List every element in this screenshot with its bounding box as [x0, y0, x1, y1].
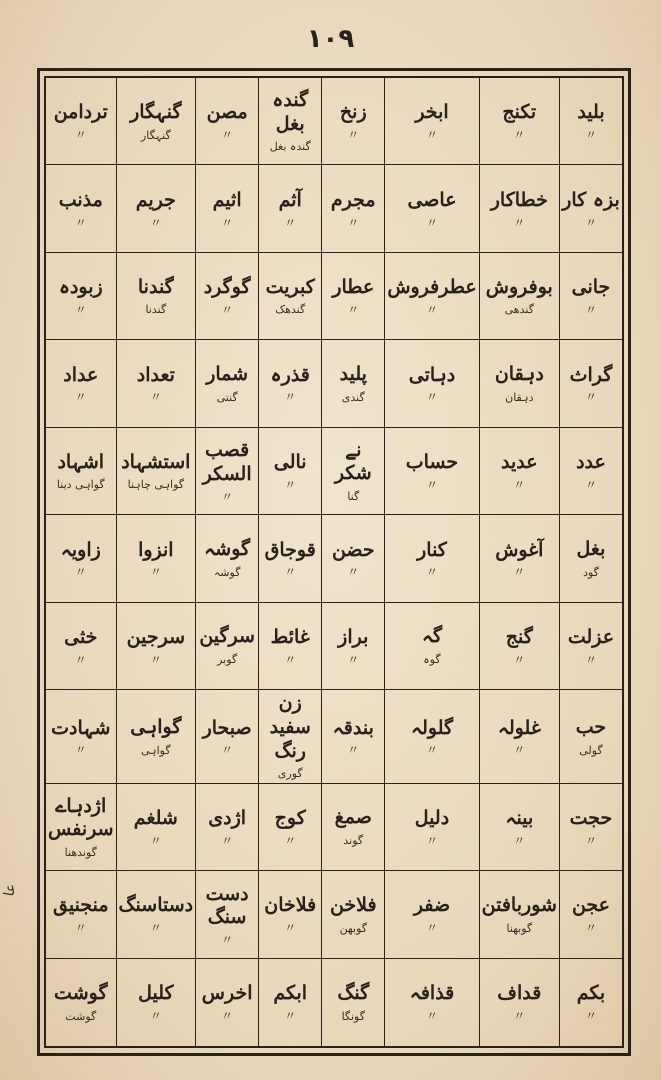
table-cell — [258, 78, 321, 165]
entry-word: کلیل — [138, 982, 174, 1005]
entry-gloss: دہقان — [505, 390, 534, 404]
entry-gloss: گوبھنا — [506, 921, 533, 935]
ditto-mark: 〃 — [284, 833, 297, 848]
table-cell — [384, 959, 478, 1046]
ditto-mark: 〃 — [221, 215, 234, 230]
entry-word: گنگ — [337, 981, 370, 1004]
ditto-mark: 〃 — [513, 565, 526, 580]
entry-word: زبودہ — [58, 276, 103, 299]
entry-word: گندہ بغل — [272, 88, 309, 135]
table-cell — [195, 784, 258, 871]
ditto-mark: 〃 — [425, 303, 438, 317]
ditto-mark: 〃 — [221, 128, 234, 143]
ditto-mark: 〃 — [513, 1009, 526, 1024]
entry-word: بینہ — [505, 806, 534, 829]
ditto-mark: 〃 — [425, 215, 438, 230]
entry-word: نالی — [273, 451, 307, 474]
table-cell — [384, 784, 478, 871]
table-cell — [321, 959, 384, 1046]
table-cell — [258, 959, 321, 1046]
table-cell — [559, 784, 622, 871]
table-cell — [559, 253, 622, 340]
entry-word: آغوش — [495, 538, 544, 561]
entry-gloss: گوند — [343, 834, 364, 848]
entry-gloss: گونگا — [341, 1009, 365, 1023]
entry-word: ابخر — [415, 101, 449, 124]
table-cell — [479, 959, 559, 1046]
entry-word: گوگرد — [203, 276, 251, 299]
table-cell — [559, 959, 622, 1046]
entry-word: شلغم — [133, 806, 178, 829]
entry-word: اخرس — [201, 982, 253, 1005]
entry-word: بکم — [576, 982, 606, 1005]
entry-word: سرجین — [126, 626, 185, 649]
ditto-mark: 〃 — [584, 921, 597, 936]
ditto-mark: 〃 — [74, 743, 87, 758]
ditto-mark: 〃 — [284, 652, 297, 667]
table-cell — [116, 959, 196, 1046]
ditto-mark: 〃 — [284, 565, 297, 580]
ditto-mark: 〃 — [584, 652, 597, 667]
table-cell — [195, 253, 258, 340]
entry-word: استشہاد — [121, 450, 191, 473]
entry-word: حساب — [405, 451, 459, 474]
entry-gloss: گوشہ — [213, 565, 241, 579]
table-cell — [479, 428, 559, 515]
entry-word: شوربافتن — [481, 893, 557, 916]
entry-word: صمغ — [334, 806, 372, 829]
page-number: ١٠٩ — [306, 24, 355, 54]
table-cell — [258, 871, 321, 958]
entry-word: بزہ کار — [562, 188, 620, 211]
entry-gloss: گندنا — [145, 303, 167, 317]
entry-word: عداد — [63, 363, 99, 386]
ditto-mark: 〃 — [513, 477, 526, 492]
table-cell — [46, 340, 116, 427]
ditto-mark: 〃 — [347, 565, 360, 580]
entry-word: قداف — [497, 982, 542, 1005]
table-cell — [384, 340, 478, 427]
ditto-mark: 〃 — [221, 1009, 234, 1024]
entry-word: کبریت — [265, 275, 315, 298]
entry-word: عطرفروش — [387, 276, 477, 299]
ditto-mark: 〃 — [221, 303, 234, 317]
ditto-mark: 〃 — [425, 743, 438, 758]
entry-gloss: گواہی — [141, 743, 171, 757]
table-cell — [321, 165, 384, 252]
entry-word: عدد — [576, 451, 606, 474]
entry-word: کنار — [417, 538, 447, 561]
ditto-mark: 〃 — [425, 565, 438, 580]
table-cell — [258, 253, 321, 340]
entry-word: دلیل — [414, 806, 450, 829]
entry-word: گوشت — [54, 981, 108, 1004]
table-cell — [46, 784, 116, 871]
entry-gloss: گوہ — [423, 653, 441, 667]
entry-word: فلاخان — [264, 894, 317, 917]
entry-word: زن سفید رنگ — [269, 692, 311, 762]
entry-word: قصب السکر — [202, 439, 252, 486]
table-cell — [258, 340, 321, 427]
ditto-mark: 〃 — [584, 833, 597, 848]
table-cell — [116, 603, 196, 690]
table-cell — [195, 690, 258, 783]
table-cell — [321, 784, 384, 871]
ditto-mark: 〃 — [74, 652, 87, 667]
entry-word: بلید — [577, 101, 605, 124]
entry-word: حضن — [331, 538, 375, 561]
entry-word: تکنج — [502, 101, 537, 124]
table-cell — [384, 428, 478, 515]
entry-word: براز — [338, 626, 369, 649]
table-cell — [479, 690, 559, 783]
entry-word: عجن — [571, 894, 611, 917]
entry-word: بغل — [576, 538, 606, 561]
table-cell — [116, 428, 196, 515]
entry-gloss: گندی — [341, 390, 365, 404]
table-cell — [384, 515, 478, 602]
entry-gloss: گوشت — [65, 1009, 97, 1023]
entry-word: ضفر — [413, 894, 451, 917]
ditto-mark: 〃 — [347, 652, 360, 667]
table-cell — [559, 515, 622, 602]
ditto-mark: 〃 — [513, 652, 526, 667]
entry-word: قذرہ — [270, 363, 310, 386]
table-cell — [479, 871, 559, 958]
entry-word: جانی — [571, 276, 611, 299]
ditto-mark: 〃 — [513, 215, 526, 230]
entry-word: سرگین — [199, 625, 255, 648]
ditto-mark: 〃 — [221, 743, 234, 758]
ditto-mark: 〃 — [347, 303, 360, 317]
table-cell — [384, 165, 478, 252]
table-cell — [321, 603, 384, 690]
entry-word: اژدہاے سرنفس — [48, 794, 114, 841]
ditto-mark: 〃 — [74, 565, 87, 580]
entry-gloss: گنا — [347, 490, 360, 504]
ditto-mark: 〃 — [513, 743, 526, 758]
entry-word: گراث — [569, 363, 613, 386]
ditto-mark: 〃 — [149, 565, 162, 580]
table-cell — [384, 78, 478, 165]
entry-gloss: گوری — [277, 767, 303, 781]
table-cell — [46, 603, 116, 690]
entry-word: دست سنگ — [205, 882, 249, 929]
entry-word: تردامن — [53, 101, 108, 124]
entry-word: گوشہ — [204, 538, 251, 561]
table-cell — [479, 165, 559, 252]
table-cell — [321, 253, 384, 340]
vocabulary-grid — [46, 78, 622, 1046]
ditto-mark: 〃 — [584, 303, 597, 317]
table-cell — [116, 871, 196, 958]
entry-word: اثیم — [212, 188, 242, 211]
entry-word: گہ — [421, 625, 443, 648]
table-cell — [559, 871, 622, 958]
ditto-mark: 〃 — [513, 128, 526, 143]
entry-word: مصن — [206, 101, 248, 124]
entry-word: قوجاق — [264, 538, 316, 561]
ditto-mark: 〃 — [221, 933, 234, 948]
entry-word: اشہاد — [57, 450, 105, 473]
entry-gloss: گوندھنا — [64, 846, 97, 859]
entry-word: ابکم — [273, 982, 308, 1005]
entry-word: کوج — [274, 806, 306, 829]
table-cell — [195, 78, 258, 165]
entry-gloss: گواہی دینا — [56, 478, 105, 492]
table-cell — [321, 515, 384, 602]
table-cell — [479, 78, 559, 165]
entry-word: گنہگار — [130, 100, 182, 123]
table-cell — [321, 340, 384, 427]
entry-word: دستاسنگ — [118, 894, 194, 917]
ditto-mark: 〃 — [284, 921, 297, 936]
ditto-mark: 〃 — [149, 921, 162, 936]
ditto-mark: 〃 — [74, 128, 87, 143]
entry-word: زاویہ — [60, 538, 101, 561]
table-cell — [321, 428, 384, 515]
ditto-mark: 〃 — [149, 215, 162, 230]
entry-word: دہقان — [494, 363, 544, 386]
entry-word: انزوا — [138, 538, 174, 561]
table-cell — [479, 340, 559, 427]
entry-gloss: گندہ بغل — [269, 140, 311, 154]
table-cell — [46, 428, 116, 515]
entry-word: آثم — [278, 188, 302, 211]
table-cell — [116, 515, 196, 602]
table-cell — [195, 871, 258, 958]
ditto-mark: 〃 — [221, 833, 234, 848]
entry-word: اژدی — [208, 806, 247, 829]
table-cell — [258, 165, 321, 252]
entry-gloss: گود — [583, 565, 599, 579]
table-cell — [479, 784, 559, 871]
table-cell — [116, 253, 196, 340]
entry-word: حب — [575, 715, 607, 738]
entry-word: جریم — [135, 188, 176, 211]
ditto-mark: 〃 — [347, 743, 360, 758]
table-cell — [116, 78, 196, 165]
entry-word: نے شکر — [334, 438, 372, 485]
entry-gloss: گندھی — [504, 303, 534, 317]
ditto-mark: 〃 — [284, 477, 297, 492]
entry-word: پلید — [339, 363, 367, 386]
table-cell — [195, 428, 258, 515]
margin-note: عا — [1, 882, 20, 898]
ditto-mark: 〃 — [584, 215, 597, 230]
ditto-mark: 〃 — [74, 303, 87, 317]
entry-word: شہادت — [51, 716, 111, 739]
entry-word: حجت — [569, 806, 613, 829]
table-cell — [116, 340, 196, 427]
table-cell — [559, 165, 622, 252]
table-cell — [479, 253, 559, 340]
entry-word: زنخ — [339, 101, 367, 124]
ditto-mark: 〃 — [584, 128, 597, 143]
table-cell — [384, 690, 478, 783]
entry-gloss: گوبر — [217, 653, 238, 667]
entry-word: عطار — [332, 276, 375, 299]
entry-word: بوفروش — [485, 275, 553, 298]
table-cell — [116, 690, 196, 783]
table-cell — [321, 690, 384, 783]
table-cell — [321, 871, 384, 958]
table-cell — [116, 165, 196, 252]
entry-gloss: گندھک — [275, 303, 306, 317]
entry-gloss: گنتی — [216, 390, 238, 404]
ditto-mark: 〃 — [284, 1009, 297, 1024]
table-cell — [195, 165, 258, 252]
table-cell — [46, 959, 116, 1046]
table-cell — [258, 428, 321, 515]
ditto-mark: 〃 — [425, 1009, 438, 1024]
table-cell — [384, 603, 478, 690]
ditto-mark: 〃 — [584, 477, 597, 492]
ditto-mark: 〃 — [584, 390, 597, 405]
entry-word: صبحار — [202, 716, 252, 739]
table-cell — [559, 428, 622, 515]
ditto-mark: 〃 — [347, 215, 360, 230]
ditto-mark: 〃 — [425, 128, 438, 143]
table-cell — [258, 690, 321, 783]
table-cell — [46, 165, 116, 252]
entry-word: منجنیق — [53, 894, 109, 917]
entry-word: عدید — [501, 451, 538, 474]
entry-word: فلاخن — [329, 893, 377, 916]
ditto-mark: 〃 — [584, 1009, 597, 1024]
ditto-mark: 〃 — [221, 489, 234, 504]
entry-word: غائط — [270, 626, 310, 649]
ditto-mark: 〃 — [74, 390, 87, 405]
ditto-mark: 〃 — [347, 128, 360, 143]
table-cell — [384, 871, 478, 958]
entry-word: عزلت — [567, 626, 615, 649]
entry-word: خثی — [64, 626, 98, 649]
table-cell — [195, 515, 258, 602]
ditto-mark: 〃 — [74, 215, 87, 230]
entry-word: شمار — [206, 363, 249, 386]
entry-word: گواہی — [130, 715, 182, 738]
table-cell — [46, 78, 116, 165]
table-cell — [46, 253, 116, 340]
entry-word: قذافہ — [409, 982, 455, 1005]
entry-word: گنج — [505, 626, 533, 649]
table-cell — [195, 603, 258, 690]
ditto-mark: 〃 — [284, 390, 297, 405]
table-cell — [559, 603, 622, 690]
ditto-mark: 〃 — [74, 921, 87, 936]
table-cell — [384, 253, 478, 340]
table-cell — [46, 690, 116, 783]
vocabulary-table — [44, 76, 624, 1048]
ditto-mark: 〃 — [513, 833, 526, 848]
table-cell — [195, 340, 258, 427]
entry-word: گلولہ — [410, 716, 454, 739]
entry-gloss: گوبھن — [339, 921, 367, 935]
ditto-mark: 〃 — [149, 1009, 162, 1024]
entry-gloss: گولی — [579, 743, 603, 757]
ditto-mark: 〃 — [284, 215, 297, 230]
entry-word: خطاکار — [490, 188, 548, 211]
ditto-mark: 〃 — [425, 833, 438, 848]
table-cell — [479, 603, 559, 690]
table-cell — [321, 78, 384, 165]
ditto-mark: 〃 — [149, 833, 162, 848]
entry-gloss: گنہگار — [140, 128, 171, 142]
table-cell — [559, 690, 622, 783]
entry-word: دہاتی — [408, 363, 456, 386]
entry-word: مذنب — [58, 188, 103, 211]
ditto-mark: 〃 — [425, 390, 438, 405]
ditto-mark: 〃 — [425, 921, 438, 936]
table-cell — [195, 959, 258, 1046]
table-cell — [559, 78, 622, 165]
table-cell — [479, 515, 559, 602]
entry-word: بندقہ — [332, 716, 374, 739]
entry-word: مجرم — [330, 188, 376, 211]
table-cell — [258, 603, 321, 690]
ditto-mark: 〃 — [149, 390, 162, 405]
table-cell — [258, 515, 321, 602]
ditto-mark: 〃 — [149, 652, 162, 667]
entry-word: گندنا — [137, 275, 174, 298]
table-cell — [116, 784, 196, 871]
table-cell — [559, 340, 622, 427]
entry-word: غلولہ — [497, 716, 541, 739]
entry-gloss: گواہی چاہنا — [127, 478, 184, 492]
table-cell — [46, 871, 116, 958]
table-cell — [258, 784, 321, 871]
table-cell — [46, 515, 116, 602]
entry-word: عاصی — [407, 188, 457, 211]
entry-word: تعداد — [136, 363, 175, 386]
ditto-mark: 〃 — [425, 477, 438, 492]
